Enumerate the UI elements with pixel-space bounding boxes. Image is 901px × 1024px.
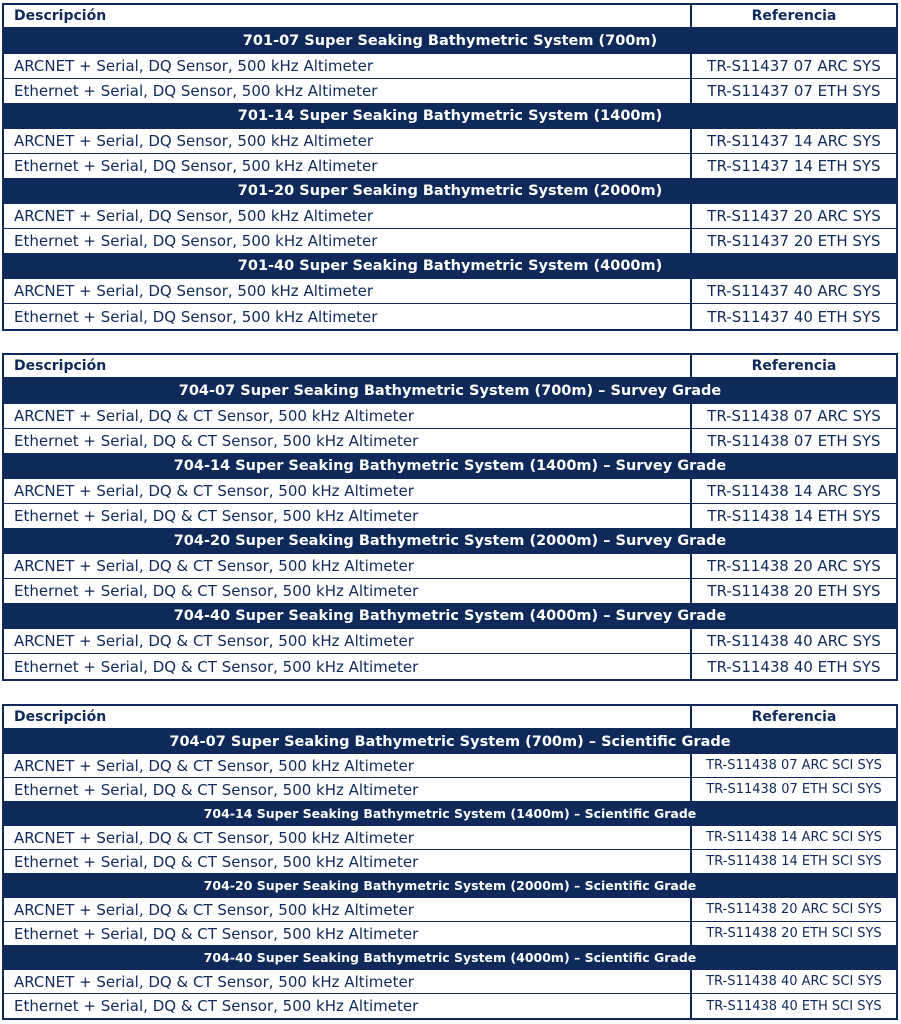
table-row: [4, 279, 896, 304]
table-row: [4, 154, 896, 179]
row-reference: TR-S11437 07 ARC SYS: [707, 57, 881, 75]
row-description: Ethernet + Serial, DQ Sensor, 500 kHz Altimeter: [4, 304, 692, 329]
row-description: ARCNET + Serial, DQ & CT Sensor, 500 kHz Altimeter: [4, 826, 692, 849]
row-description: Ethernet + Serial, DQ & CT Sensor, 500 kHz Altimeter: [4, 778, 692, 801]
section-title: 704-40 Super Seaking Bathymetric System (4000m) – Survey Grade: [4, 604, 896, 629]
row-reference: TR-S11437 14 ETH SYS: [707, 157, 881, 175]
row-reference: TR-S11438 40 ARC SCI SYS: [706, 974, 882, 989]
row-reference: TR-S11438 14 ETH SCI SYS: [706, 854, 882, 869]
row-description: ARCNET + Serial, DQ Sensor, 500 kHz Altimeter: [4, 204, 692, 228]
row-reference: TR-S11438 40 ETH SYS: [707, 657, 881, 676]
row-description: ARCNET + Serial, DQ & CT Sensor, 500 kHz Altimeter: [4, 754, 692, 777]
row-reference: TR-S11438 07 ETH SCI SYS: [706, 782, 882, 797]
table-row: [4, 304, 896, 329]
header-descripcion: Descripción: [4, 5, 692, 27]
section-title: 704-14 Super Seaking Bathymetric System (1400m) – Scientific Grade: [4, 802, 896, 826]
row-reference: TR-S11438 14 ETH SYS: [707, 507, 881, 525]
table-row: [4, 404, 896, 429]
table-row: [4, 654, 896, 679]
row-description: Ethernet + Serial, DQ Sensor, 500 kHz Altimeter: [4, 79, 692, 103]
section-title: 701-40 Super Seaking Bathymetric System (4000m): [4, 254, 896, 279]
table-row: [4, 204, 896, 229]
section-title: 704-40 Super Seaking Bathymetric System (4000m) – Scientific Grade: [4, 946, 896, 970]
row-description: Ethernet + Serial, DQ & CT Sensor, 500 kHz Altimeter: [4, 504, 692, 528]
section-title: 704-20 Super Seaking Bathymetric System (2000m) – Survey Grade: [4, 529, 896, 554]
row-description: ARCNET + Serial, DQ Sensor, 500 kHz Altimeter: [4, 54, 692, 78]
table-header: [4, 355, 896, 379]
section-title: 701-20 Super Seaking Bathymetric System (2000m): [4, 179, 896, 204]
row-description: Ethernet + Serial, DQ & CT Sensor, 500 kHz Altimeter: [4, 654, 692, 679]
table-row: [4, 429, 896, 454]
header-referencia: Referencia: [751, 358, 837, 374]
row-reference: TR-S11438 07 ARC SCI SYS: [706, 758, 882, 773]
table-row: [4, 129, 896, 154]
row-reference: TR-S11438 07 ETH SYS: [707, 432, 881, 450]
table-row: [4, 850, 896, 874]
section-title: 704-14 Super Seaking Bathymetric System (1400m) – Survey Grade: [4, 454, 896, 479]
row-reference: TR-S11437 40 ETH SYS: [707, 307, 881, 326]
table-row: [4, 504, 896, 529]
row-description: ARCNET + Serial, DQ Sensor, 500 kHz Altimeter: [4, 129, 692, 153]
row-reference: TR-S11438 20 ARC SCI SYS: [706, 902, 882, 917]
row-description: Ethernet + Serial, DQ & CT Sensor, 500 kHz Altimeter: [4, 922, 692, 945]
product-table-704-survey: [2, 353, 898, 681]
table-row: [4, 994, 896, 1018]
row-reference: TR-S11437 20 ARC SYS: [707, 207, 881, 225]
row-description: ARCNET + Serial, DQ Sensor, 500 kHz Altimeter: [4, 279, 692, 303]
row-description: ARCNET + Serial, DQ & CT Sensor, 500 kHz Altimeter: [4, 554, 692, 578]
section-title: 704-20 Super Seaking Bathymetric System (2000m) – Scientific Grade: [4, 874, 896, 898]
header-descripcion: Descripción: [4, 706, 692, 728]
row-reference: TR-S11438 20 ETH SYS: [707, 582, 881, 600]
section-title: 701-14 Super Seaking Bathymetric System (1400m): [4, 104, 896, 129]
row-reference: TR-S11438 14 ARC SYS: [707, 482, 881, 500]
table-row: [4, 970, 896, 994]
section-title: 701-07 Super Seaking Bathymetric System (700m): [4, 29, 896, 54]
row-reference: TR-S11438 40 ETH SCI SYS: [706, 998, 882, 1014]
table-row: [4, 479, 896, 504]
row-reference: TR-S11438 20 ETH SCI SYS: [706, 926, 882, 941]
row-reference: TR-S11437 14 ARC SYS: [707, 132, 881, 150]
table-header: [4, 5, 896, 29]
row-description: ARCNET + Serial, DQ & CT Sensor, 500 kHz Altimeter: [4, 898, 692, 921]
header-referencia: Referencia: [751, 8, 837, 24]
row-description: Ethernet + Serial, DQ & CT Sensor, 500 kHz Altimeter: [4, 429, 692, 453]
table-header: [4, 706, 896, 730]
row-reference: TR-S11438 14 ARC SCI SYS: [706, 830, 882, 845]
header-descripcion: Descripción: [4, 355, 692, 377]
product-table-704-scientific: [2, 704, 898, 1020]
header-referencia: Referencia: [751, 709, 837, 725]
table-row: [4, 826, 896, 850]
table-row: [4, 922, 896, 946]
table-row: [4, 79, 896, 104]
section-title: 704-07 Super Seaking Bathymetric System (700m) – Survey Grade: [4, 379, 896, 404]
table-row: [4, 579, 896, 604]
row-description: Ethernet + Serial, DQ Sensor, 500 kHz Altimeter: [4, 229, 692, 253]
row-description: ARCNET + Serial, DQ & CT Sensor, 500 kHz Altimeter: [4, 629, 692, 653]
row-reference: TR-S11438 40 ARC SYS: [707, 632, 881, 650]
row-description: ARCNET + Serial, DQ & CT Sensor, 500 kHz Altimeter: [4, 479, 692, 503]
row-description: ARCNET + Serial, DQ & CT Sensor, 500 kHz Altimeter: [4, 404, 692, 428]
row-reference: TR-S11437 40 ARC SYS: [707, 282, 881, 300]
table-row: [4, 898, 896, 922]
row-reference: TR-S11437 20 ETH SYS: [707, 232, 881, 250]
table-row: [4, 54, 896, 79]
row-description: Ethernet + Serial, DQ & CT Sensor, 500 kHz Altimeter: [4, 994, 692, 1018]
row-reference: TR-S11438 20 ARC SYS: [707, 557, 881, 575]
section-title: 704-07 Super Seaking Bathymetric System (700m) – Scientific Grade: [4, 730, 896, 754]
row-description: Ethernet + Serial, DQ & CT Sensor, 500 kHz Altimeter: [4, 579, 692, 603]
table-row: [4, 629, 896, 654]
product-table-701: [2, 3, 898, 331]
row-description: Ethernet + Serial, DQ Sensor, 500 kHz Altimeter: [4, 154, 692, 178]
table-row: [4, 778, 896, 802]
table-row: [4, 229, 896, 254]
table-row: [4, 754, 896, 778]
row-description: ARCNET + Serial, DQ & CT Sensor, 500 kHz Altimeter: [4, 970, 692, 993]
table-row: [4, 554, 896, 579]
row-reference: TR-S11438 07 ARC SYS: [707, 407, 881, 425]
row-description: Ethernet + Serial, DQ & CT Sensor, 500 kHz Altimeter: [4, 850, 692, 873]
row-reference: TR-S11437 07 ETH SYS: [707, 82, 881, 100]
